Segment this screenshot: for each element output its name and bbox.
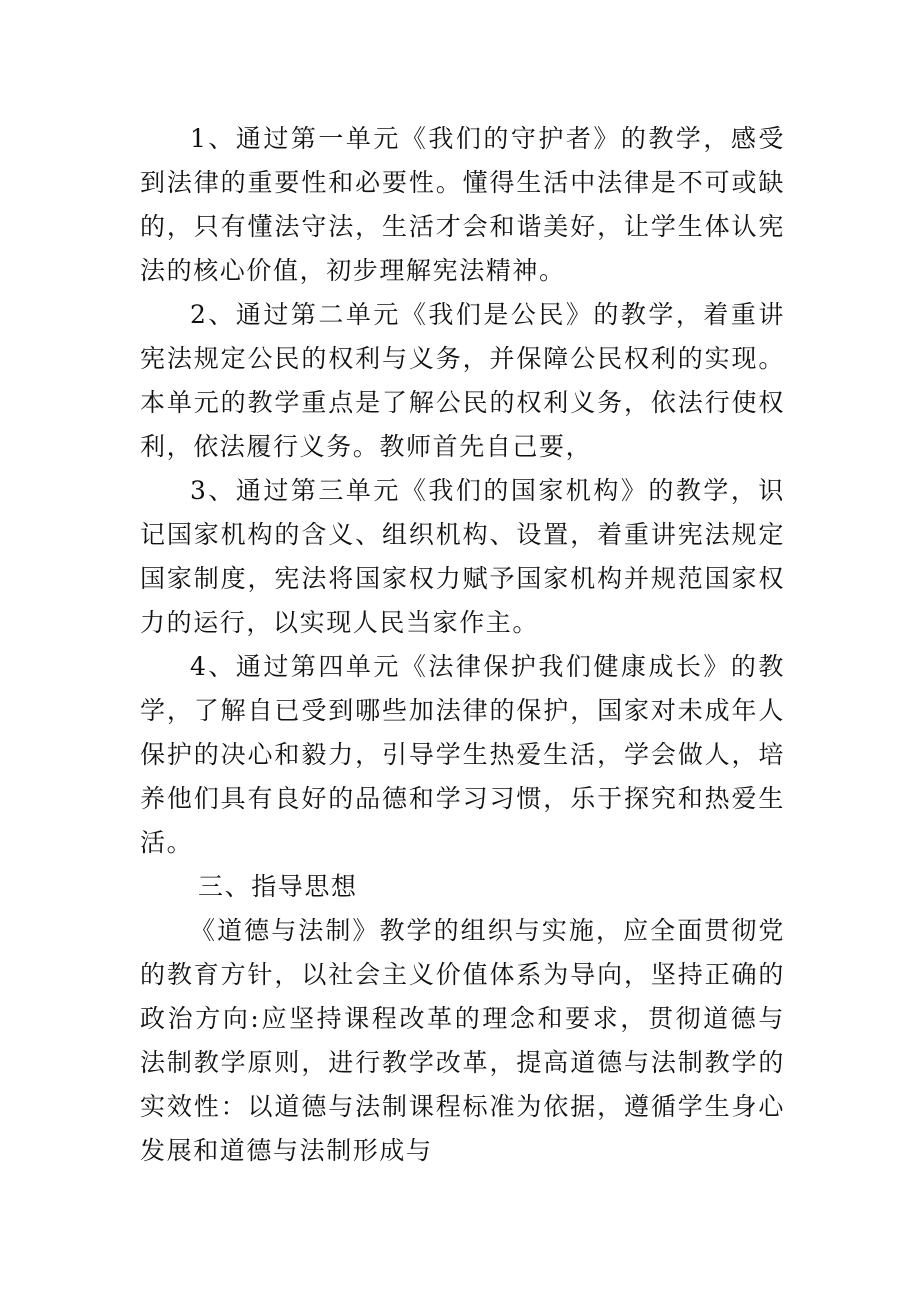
- document-body: [140, 117, 785, 1173]
- paragraph-unit-1: 1、通过第一单元《我们的守护者》的教学，感受到法律的重要性和必要性。懂得生活中法律是不可或缺的，只有懂法守法，生活才会和谐美好，让学生体认宪法的核心价值，初步理解宪法精神。: [140, 124, 785, 285]
- section-heading-guiding-ideology: 三、指导思想: [198, 872, 358, 901]
- paragraph-unit-2: 2、通过第二单元《我们是公民》的教学，着重讲宪法规定公民的权利与义务，并保障公民权利的实现。本单元的教学重点是了解公民的权利义务，依法行使权利，依法履行义务。教师首先自己要，: [140, 300, 785, 461]
- paragraph-unit-3: 3、通过第三单元《我们的国家机构》的教学，识记国家机构的含义、组织机构、设置，着重讲宪法规定国家制度，宪法将国家权力赋予国家机构并规范国家权力的运行，以实现人民当家作主。: [140, 476, 785, 637]
- paragraph-guiding-ideology: 《道德与法制》教学的组织与实施，应全面贯彻党的教育方针，以社会主义价值体系为导向，坚持正确的政治方向:应坚持课程改革的理念和要求，贯彻道德与法制教学原则，进行教学改革，提高道德与法制教学的实效性：以道德与法制课程标准为依据，遵循学生身心发展和道德与法制形成与: [140, 916, 785, 1165]
- paragraph-unit-4: 4、通过第四单元《法律保护我们健康成长》的教学，了解自已受到哪些加法律的保护，国家对未成年人保护的决心和毅力，引导学生热爱生活，学会做人，培养他们具有良好的品德和学习习惯，乐于探究和热爱生活。: [140, 652, 785, 857]
